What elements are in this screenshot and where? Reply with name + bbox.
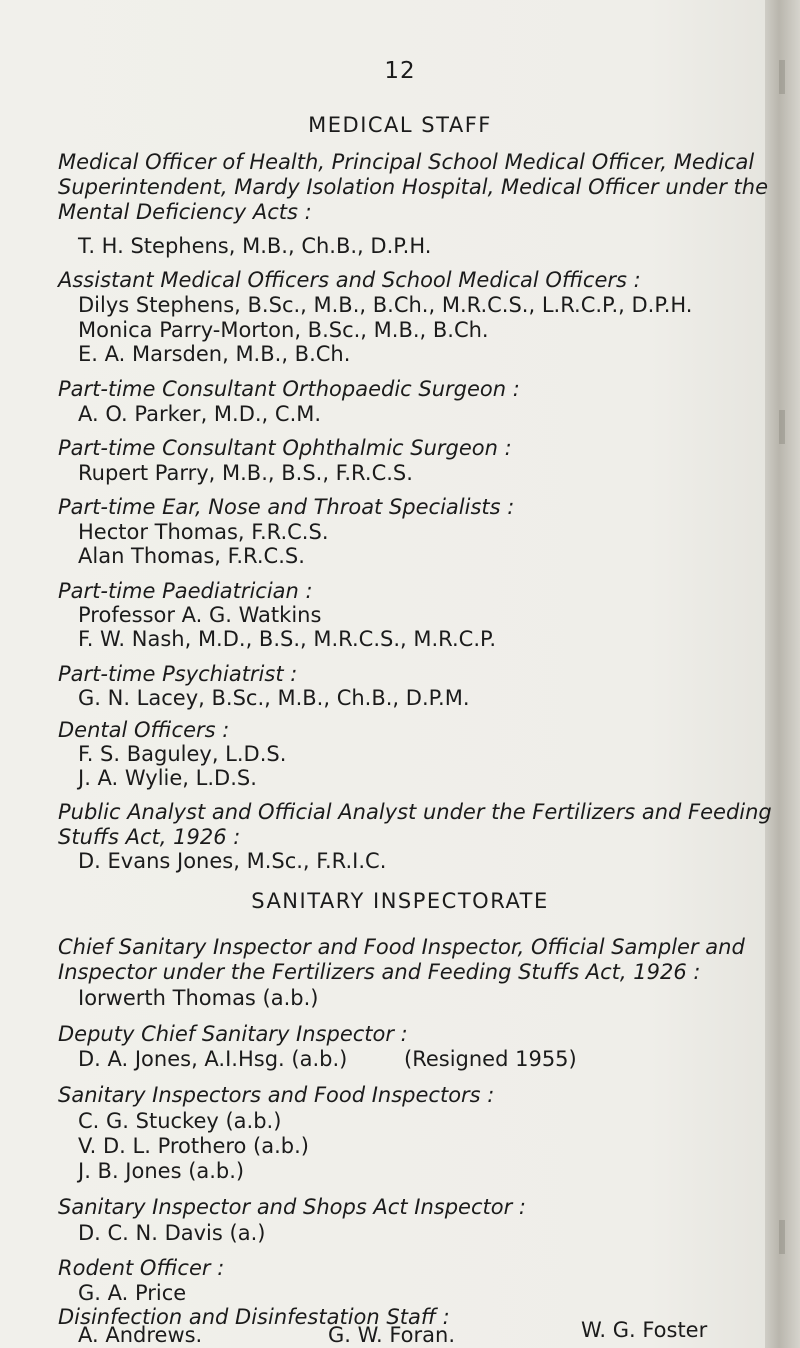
dental-name: F. S. Baguley, L.D.S.	[78, 742, 287, 766]
disinfection-name: A. Andrews.	[78, 1323, 203, 1347]
ent-name: Alan Thomas, F.R.C.S.	[78, 544, 305, 568]
shops-name: D. C. N. Davis (a.)	[78, 1221, 266, 1245]
psych-title: Part-time Psychiatrist :	[58, 662, 298, 686]
rodent-name: G. A. Price	[78, 1281, 187, 1305]
disinfection-name: G. W. Foran.	[328, 1323, 455, 1347]
shops-title: Sanitary Inspector and Shops Act Inspector :	[58, 1195, 526, 1219]
ophth-title: Part-time Consultant Ophthalmic Surgeon :	[58, 436, 512, 460]
psych-name: G. N. Lacey, B.Sc., M.B., Ch.B., D.P.M.	[78, 686, 470, 710]
deputy-name: D. A. Jones, A.I.Hsg. (a.b.)	[78, 1047, 348, 1071]
ortho-name: A. O. Parker, M.D., C.M.	[78, 402, 322, 426]
deputy-note: (Resigned 1955)	[404, 1047, 577, 1071]
ent-name: Hector Thomas, F.R.C.S.	[78, 520, 329, 544]
page-number: 12	[384, 58, 416, 84]
rodent-title: Rodent Officer :	[58, 1256, 225, 1280]
moh-title-line-3: Mental Deficiency Acts :	[58, 200, 312, 224]
ent-title: Part-time Ear, Nose and Throat Specialists :	[58, 495, 515, 519]
ophth-name: Rupert Parry, M.B., B.S., F.R.C.S.	[78, 461, 413, 485]
ortho-title: Part-time Consultant Orthopaedic Surgeon :	[58, 377, 520, 401]
analyst-title-line-2: Stuffs Act, 1926 :	[58, 825, 241, 849]
disinfection-title: Disinfection and Disinfestation Staff :	[58, 1305, 450, 1329]
heading-sanitary-inspectorate: SANITARY INSPECTORATE	[251, 889, 549, 913]
chief-title-line-2: Inspector under the Fertilizers and Feeding Stuffs Act, 1926 :	[58, 960, 701, 984]
inspector-name: V. D. L. Prothero (a.b.)	[78, 1134, 309, 1158]
inspectors-title: Sanitary Inspectors and Food Inspectors :	[58, 1083, 495, 1107]
inspector-name: C. G. Stuckey (a.b.)	[78, 1109, 282, 1133]
assistant-name: E. A. Marsden, M.B., B.Ch.	[78, 342, 351, 366]
moh-title-line-2: Superintendent, Mardy Isolation Hospital, Medical Officer under the	[58, 175, 769, 199]
paed-title: Part-time Paediatrician :	[58, 579, 313, 603]
page-edge	[765, 0, 800, 1348]
moh-name: T. H. Stephens, M.B., Ch.B., D.P.H.	[78, 234, 432, 258]
assistant-name: Monica Parry-Morton, B.Sc., M.B., B.Ch.	[78, 318, 489, 342]
inspector-name: J. B. Jones (a.b.)	[78, 1159, 245, 1183]
analyst-title-line-1: Public Analyst and Official Analyst under the Fertilizers and Feeding	[58, 800, 772, 824]
analyst-name: D. Evans Jones, M.Sc., F.R.I.C.	[78, 849, 387, 873]
paed-name: Professor A. G. Watkins	[78, 603, 322, 627]
moh-title-line-1: Medical Officer of Health, Principal School Medical Officer, Medical	[58, 150, 755, 174]
deputy-title: Deputy Chief Sanitary Inspector :	[58, 1022, 408, 1046]
assistant-name: Dilys Stephens, B.Sc., M.B., B.Ch., M.R.C.S., L.R.C.P., D.P.H.	[78, 293, 693, 317]
dental-name: J. A. Wylie, L.D.S.	[78, 766, 257, 790]
chief-name: Iorwerth Thomas (a.b.)	[78, 986, 319, 1010]
dental-title: Dental Officers :	[58, 718, 230, 742]
disinfection-name: W. G. Foster	[581, 1318, 708, 1342]
assistants-title: Assistant Medical Officers and School Medical Officers :	[58, 268, 641, 292]
paed-name: F. W. Nash, M.D., B.S., M.R.C.S., M.R.C.P.	[78, 627, 497, 651]
chief-title-line-1: Chief Sanitary Inspector and Food Inspector, Official Sampler and	[58, 935, 745, 959]
heading-medical-staff: MEDICAL STAFF	[308, 113, 492, 137]
